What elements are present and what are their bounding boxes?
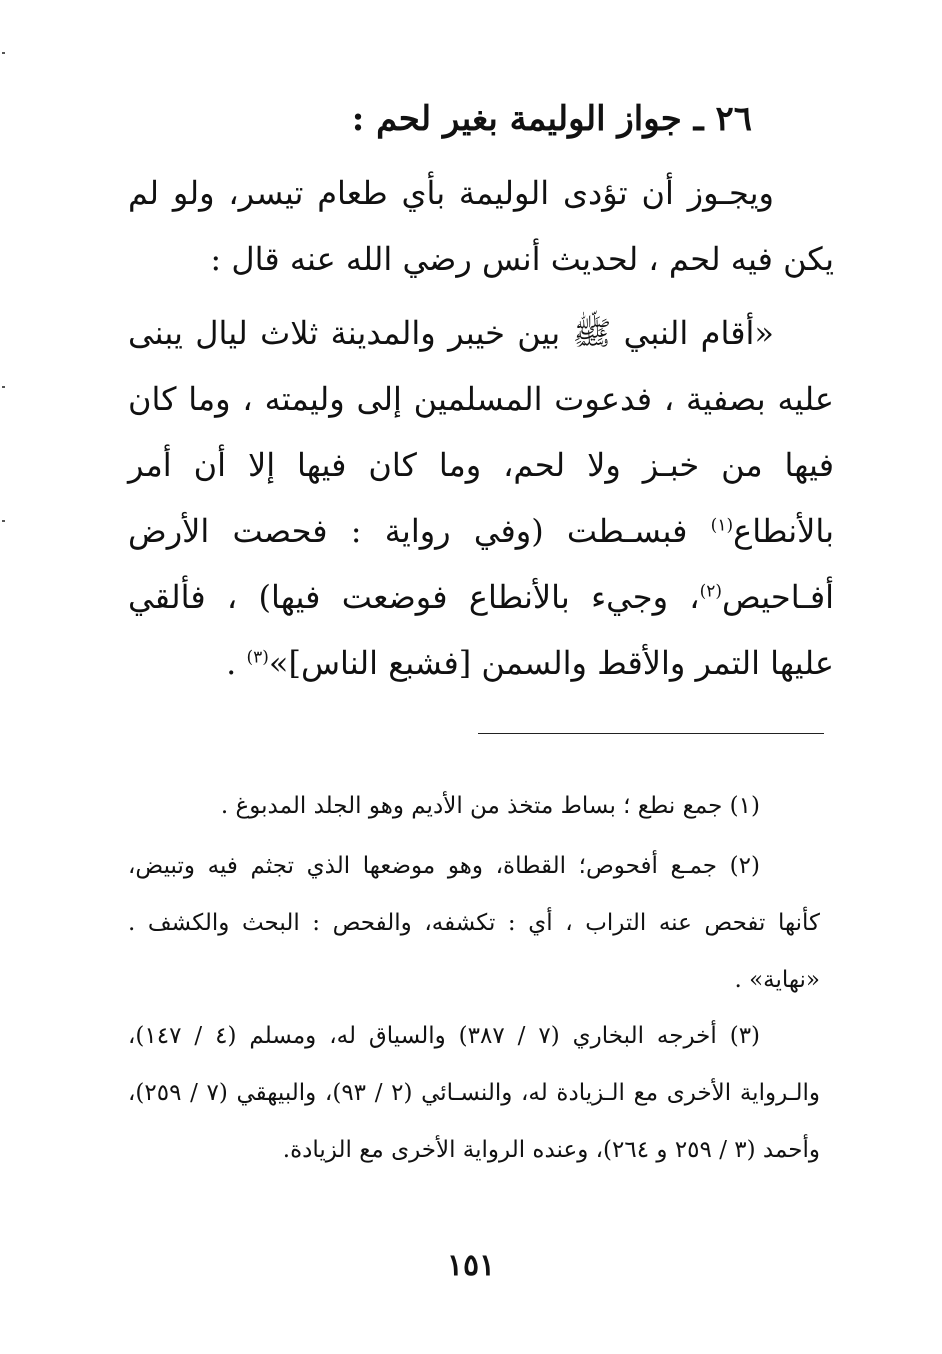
margin-mark [2,52,5,54]
footnote-1-text: (١) جمع نطع ؛ بساط متخذ من الأديم وهو الجلد المدبوغ . [220,793,760,819]
footnote-2-text: (٢) جمـع أفحوص؛ القطاة، وهو موضعها الذي تجثم فيه وتبيض، كأنها تفحص عنه التراب ، أي : تكشفه، والفحص : البحث والكشف . «نهاية» . [128,853,820,993]
footnote-3-text: (٣) أخرجه البخاري (٧ / ٣٨٧) والسياق له، ومسلم (٤ / ١٤٧)، والـرواية الأخرى مع الـزيادة له، والنسـائي (٢ / ٩٣)، والبيهقي (٧ / ٢٥٩)، وأحمد (٣ / ٢٥٩ و ٢٦٤)، وعنده الرواية الأخرى مع الزيادة. [128,1023,820,1163]
footnote-marker-2: (٢) [699,581,723,602]
intro-paragraph [128,160,834,292]
hadith-paragraph [128,300,834,696]
hadith-text-part-2: فبسـطت (وفي رواية : فحصت الأرض أفـاحيص [128,512,834,616]
page-number: ١٥١ [446,1248,496,1283]
margin-mark [2,520,5,522]
footnote-marker-3: (٣) [246,647,269,668]
footnote-1 [128,778,820,835]
intro-text: ويجـوز أن تؤدى الوليمة بأي طعام تيسر، ولو لم يكن فيه لحم ، لحديث أنس رضي الله عنه قال : [128,174,834,278]
hadith-text-part-3: ، وجيء بالأنطاع فوضعت فيها) ، فألقي عليها التمر والأقط والسمن [فشبع الناس]» [128,578,834,682]
footnote-3 [128,1008,820,1179]
section-heading: ٢٦ ـ جواز الوليمة بغير لحم : [351,99,752,139]
hadith-text-part-4: . [226,644,247,682]
margin-mark [2,386,5,388]
hadith-text-part-1: «أقام النبي ﷺ بين خيبر والمدينة ثلاث ليال يبنى عليه بصفية ، فدعوت المسلمين إلى وليمته ، وما كان فيها من خبـز ولا لحم، وما كان فيها إلا أن أمر بالأنطاع [128,314,835,550]
footnote-2 [128,838,820,1009]
footnote-marker-1: (١) [710,515,734,536]
footnote-separator [478,733,824,734]
